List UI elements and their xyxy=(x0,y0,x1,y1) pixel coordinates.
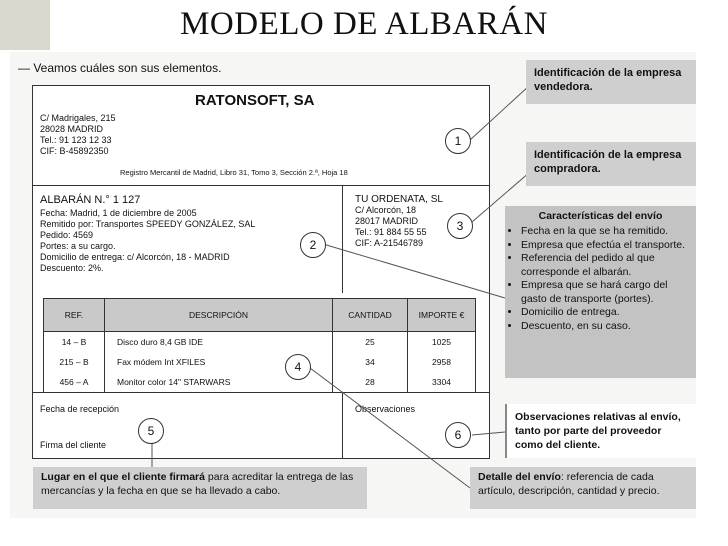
table-cell: 3304 xyxy=(408,372,476,393)
list-item: • Referencia del pedido al que corresponde el albarán. xyxy=(521,252,690,279)
list-item: • Empresa que efectúa el transporte. xyxy=(521,239,690,253)
buyer-name: TU ORDENATA, SL xyxy=(355,194,443,205)
slide-title: MODELO DE ALBARÁN xyxy=(180,6,548,42)
callout-shipping xyxy=(505,206,696,378)
albaran-discount: Descuento: 2%. xyxy=(40,263,104,273)
client-signature-label: Firma del cliente xyxy=(40,440,107,450)
table-cell: 2958 xyxy=(408,352,476,372)
intro-text: — Veamos cuáles son sus elementos. xyxy=(18,61,222,75)
buyer-address-line: 28017 MADRID xyxy=(355,216,419,226)
marker-4: 4 xyxy=(285,354,311,380)
list-item: • Fecha en la que se ha remitido. xyxy=(521,225,690,239)
albaran-carrier: Remitido por: Transportes SPEEDY GONZÁLEZ, SAL xyxy=(40,219,256,229)
albaran-number: ALBARÁN N.° 1 127 xyxy=(40,194,141,206)
seller-address-line: C/ Madrigales, 215 xyxy=(40,113,116,123)
callout-observations: Observaciones relativas al envío, tanto por parte del proveedor como del cliente. xyxy=(505,404,696,458)
list-item: • Descuento, en su caso. xyxy=(521,320,690,334)
callout-signature xyxy=(33,467,367,509)
observations-label: Observaciones xyxy=(355,404,416,414)
buyer-address-line: C/ Alcorcón, 18 xyxy=(355,205,417,215)
table-cell: Fax módem Int XFILES xyxy=(105,352,333,372)
table-cell: 215 – B xyxy=(44,352,105,372)
signature-bold: Lugar en el que el cliente firmará xyxy=(41,471,205,483)
marker-2: 2 xyxy=(300,232,326,258)
table-cell: 14 – B xyxy=(44,332,105,353)
table-header: IMPORTE € xyxy=(408,299,476,332)
marker-6: 6 xyxy=(445,422,471,448)
table-cell: 1025 xyxy=(408,332,476,353)
seller-cif: CIF: B-45892350 xyxy=(40,146,109,156)
table-cell: Monitor color 14" STARWARS xyxy=(105,372,333,393)
buyer-cif: CIF: A-21546789 xyxy=(355,238,424,248)
table-cell: 456 – A xyxy=(44,372,105,393)
marker-5: 5 xyxy=(138,418,164,444)
table-cell: 34 xyxy=(333,352,408,372)
reception-date-label: Fecha de recepción xyxy=(40,404,120,414)
seller-name: RATONSOFT, SA xyxy=(195,92,315,109)
albaran-date: Fecha: Madrid, 1 de diciembre de 2005 xyxy=(40,208,197,218)
signature-rest: para acreditar la entrega de las mercancías y la fecha en que se ha llevado a cabo. xyxy=(41,471,354,497)
seller-registry: Registro Mercantil de Madrid, Libro 31, Tomo 3, Sección 2.ª, Hoja 18 xyxy=(120,168,348,177)
buyer-phone: Tel.: 91 884 55 55 xyxy=(355,227,427,237)
marker-1: 1 xyxy=(445,128,471,154)
seller-address-line: 28028 MADRID xyxy=(40,124,104,134)
callout-detail xyxy=(470,467,696,509)
table-header: REF. xyxy=(44,299,105,332)
shipping-title: Características del envío xyxy=(538,210,663,222)
albaran-delivery-address: Domicilio de entrega: c/ Alcorcón, 18 - MADRID xyxy=(40,252,230,262)
list-item: • Empresa que se hará cargo del gasto de transporte (portes). xyxy=(521,279,690,306)
albaran-freight: Portes: a su cargo. xyxy=(40,241,116,251)
callout-seller-id: Identificación de la empresa vendedora. xyxy=(526,60,696,104)
callout-buyer-id: Identificación de la empresa compradora. xyxy=(526,142,696,186)
marker-3: 3 xyxy=(447,213,473,239)
shipping-list xyxy=(511,225,690,333)
table-header: DESCRIPCIÓN xyxy=(105,299,333,332)
list-item: • Domicilio de entrega. xyxy=(521,306,690,320)
table-header: CANTIDAD xyxy=(333,299,408,332)
detail-bold: Detalle del envío xyxy=(478,471,561,483)
table-cell: 28 xyxy=(333,372,408,393)
table-cell: Disco duro 8,4 GB IDE xyxy=(105,332,333,353)
table-cell: 25 xyxy=(333,332,408,353)
seller-phone: Tel.: 91 123 12 33 xyxy=(40,135,112,145)
detail-rest: : referencia de cada artículo, descripción, cantidad y precio. xyxy=(478,471,660,497)
albaran-order: Pedido: 4569 xyxy=(40,230,94,240)
